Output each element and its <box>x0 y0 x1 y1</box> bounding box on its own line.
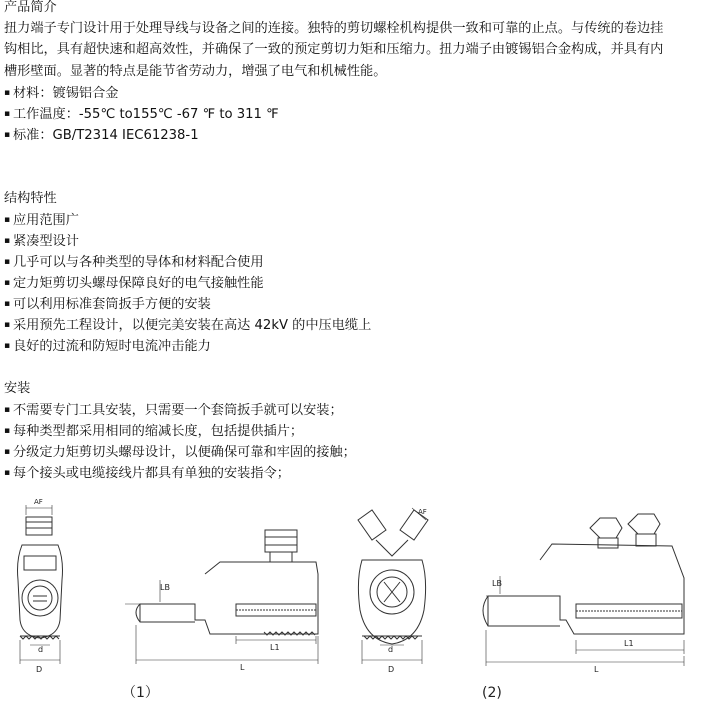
drawing-2-end-view <box>358 508 428 664</box>
dim-label-lb: LB <box>160 583 170 592</box>
drawing-1-end-view <box>18 505 63 664</box>
intro-paragraph-line-1: 扭力端子专门设计用于处理导线与设备之间的连接。独特的剪切螺栓机构提供一致和可靠的止点。与传统的卷边挂 <box>4 21 664 36</box>
spec-item-material: ▪ 材料：镀锡铝合金 <box>4 85 118 102</box>
dim-label-d-2: d <box>388 645 394 654</box>
dim-label-lb-2: LB <box>492 579 502 588</box>
caption-figure-2: (2) <box>482 685 502 701</box>
dim-label-d: d <box>38 645 44 654</box>
dim-label-l-2: L <box>594 665 599 674</box>
dim-label-af: AF <box>34 498 43 506</box>
drawing-2-side-view <box>483 514 684 666</box>
feature-item: ▪ 定力矩剪切头螺母保障良好的电气接触性能 <box>4 275 264 292</box>
dim-label-af-2: AF <box>418 508 427 516</box>
spec-item-temperature: ▪ 工作温度：-55℃ to155℃ -67 ℉ to 311 ℉ <box>4 106 279 123</box>
spec-item-standard: ▪ 标准：GB/T2314 IEC61238-1 <box>4 127 199 144</box>
dim-label-l1-2: L1 <box>624 639 634 648</box>
dim-label-D: D <box>36 665 43 674</box>
intro-paragraph-line-3: 槽形壁面。显著的特点是能节省劳动力，增强了电气和机械性能。 <box>4 64 387 79</box>
caption-figure-1: （1） <box>122 685 159 701</box>
feature-item: ▪ 采用预先工程设计，以便完美安装在高达 42kV 的中压电缆上 <box>4 317 371 334</box>
install-item: ▪ 每个接头或电缆接线片都具有单独的安装指令； <box>4 465 290 482</box>
feature-item: ▪ 可以利用标准套筒扳手方便的安装 <box>4 296 211 313</box>
dim-label-D-2: D <box>388 665 395 674</box>
section-title-installation: 安装 <box>4 381 31 396</box>
section-title-features: 结构特性 <box>4 191 57 206</box>
feature-item: ▪ 紧凑型设计 <box>4 233 79 250</box>
install-item: ▪ 不需要专门工具安装，只需要一个套筒扳手就可以安装； <box>4 402 343 419</box>
dim-label-l1: L1 <box>270 643 280 652</box>
feature-item: ▪ 几乎可以与各种类型的导体和材料配合使用 <box>4 254 264 271</box>
section-title-intro: 产品简介 <box>4 0 57 15</box>
install-item: ▪ 分级定力矩剪切头螺母设计，以便确保可靠和牢固的接触； <box>4 444 356 461</box>
install-item: ▪ 每种类型都采用相同的缩减长度，包括提供插片； <box>4 423 303 440</box>
drawing-1-side-view <box>125 530 318 664</box>
feature-item: ▪ 应用范围广 <box>4 212 79 229</box>
feature-item: ▪ 良好的过流和防短时电流冲击能力 <box>4 338 211 355</box>
dim-label-l: L <box>240 663 245 672</box>
intro-paragraph-line-2: 钩相比，具有超快速和超高效性，并确保了一致的预定剪切力矩和压缩力。扭力端子由镀锡铝合金构成，并具有内 <box>4 42 664 57</box>
